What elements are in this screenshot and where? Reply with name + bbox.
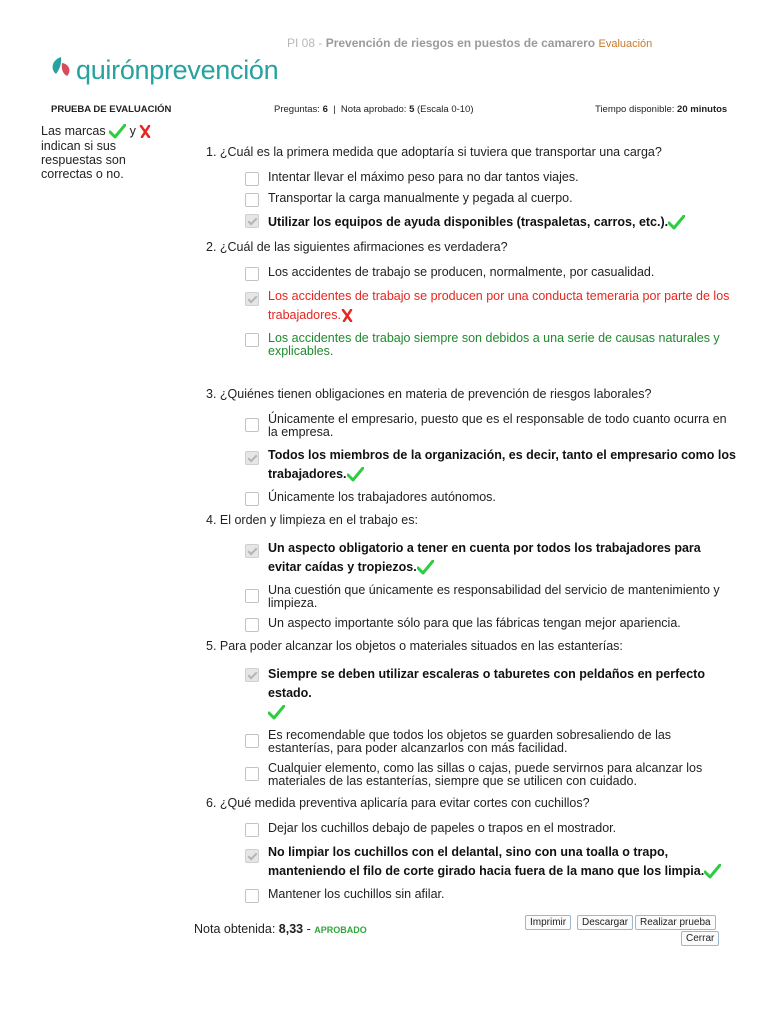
- quironprevencion-logo: [50, 50, 278, 90]
- answer-checkbox-checked[interactable]: [245, 544, 259, 558]
- question-4: [206, 513, 736, 631]
- questions-count: 6: [322, 104, 328, 115]
- answer-checkbox[interactable]: [245, 193, 259, 207]
- answer-option: [206, 762, 736, 788]
- answer-checkbox-checked[interactable]: [245, 292, 259, 306]
- answer-checkbox[interactable]: [245, 767, 259, 781]
- answer-checkbox[interactable]: [245, 172, 259, 186]
- time-value: 20: [677, 104, 688, 115]
- time-info: [595, 104, 727, 115]
- answer-checkbox[interactable]: [245, 333, 259, 347]
- retake-test-button[interactable]: Realizar prueba: [635, 915, 716, 930]
- answer-text: Mantener los cuchillos sin afilar.: [268, 887, 445, 901]
- answer-option: [206, 729, 736, 755]
- question-text: 3. ¿Quiénes tienen obligaciones en materia de prevención de riesgos laborales?: [206, 387, 652, 401]
- time-unit: minutos: [690, 104, 728, 115]
- close-button[interactable]: Cerrar: [681, 931, 719, 946]
- course-name: Prevención de riesgos en puestos de camarero: [325, 36, 596, 50]
- answer-checkbox[interactable]: [245, 418, 259, 432]
- answer-option: [206, 266, 736, 280]
- answer-text: Únicamente el empresario, puesto que es el responsable de todo cuanto ocurra en la empresa.: [268, 412, 727, 439]
- answer-text: Transportar la carga manualmente y pegada al cuerpo.: [268, 191, 573, 205]
- answer-text: Utilizar los equipos de ayuda disponibles (traspaletas, carros, etc.).: [268, 215, 669, 229]
- questions-list: [206, 145, 736, 910]
- logo-text: quirónprevención: [76, 54, 279, 85]
- question-text: 2. ¿Cuál de las siguientes afirmaciones es verdadera?: [206, 240, 508, 254]
- answer-option-correct: [206, 843, 736, 881]
- question-text: 6. ¿Qué medida preventiva aplicaría para evitar cortes con cuchillos?: [206, 796, 590, 810]
- cross-mark-icon: [139, 125, 151, 138]
- legend-text-before: Las marcas: [41, 124, 106, 138]
- question-text: 1. ¿Cuál es la primera medida que adoptaría si tuviera que transportar una carga?: [206, 145, 662, 159]
- score-summary: [194, 922, 367, 936]
- answer-option: [206, 584, 736, 610]
- answer-option: [206, 413, 736, 439]
- answer-checkbox[interactable]: [245, 889, 259, 903]
- evaluation-tag: Evaluación: [598, 38, 653, 50]
- answer-text: Intentar llevar el máximo peso para no dar tantos viajes.: [268, 170, 579, 184]
- check-mark-icon: [704, 864, 721, 879]
- check-mark-icon: [417, 560, 434, 575]
- answer-option: [206, 192, 736, 206]
- question-6: [206, 796, 736, 902]
- answer-checkbox[interactable]: [245, 267, 259, 281]
- answer-text: Cualquier elemento, como las sillas o cajas, puede servirnos para alcanzar los materiales de las estanterías, siempre que se utilicen con cuidado.: [268, 761, 703, 788]
- answer-option-correct: [206, 213, 736, 232]
- answer-option: [206, 617, 736, 631]
- answer-checkbox-checked[interactable]: [245, 451, 259, 465]
- test-code: PI 08: [287, 36, 316, 50]
- answer-option-wrong: [206, 287, 736, 325]
- test-type-label: PRUEBA DE EVALUACIÓN: [51, 104, 172, 115]
- download-button[interactable]: Descargar: [577, 915, 633, 930]
- answer-text: Siempre se deben utilizar escaleras o taburetes con peldaños en perfecto estado.: [268, 667, 705, 700]
- answer-option: [206, 822, 736, 836]
- score-label: Nota obtenida:: [194, 922, 276, 936]
- time-label: Tiempo disponible:: [595, 104, 675, 115]
- check-mark-icon: [668, 215, 685, 230]
- answer-text: Una cuestión que únicamente es responsabilidad del servicio de mantenimiento y limpieza.: [268, 583, 720, 610]
- questions-label: Preguntas:: [274, 104, 320, 115]
- answer-option: [206, 888, 736, 902]
- check-mark-icon: [109, 124, 126, 139]
- pass-grade-value: 5: [409, 104, 415, 115]
- answer-text: No limpiar los cuchillos con el delantal, sino con una toalla o trapo, manteniendo el filo de corte girado hacia fuera de la mano que los limpia.: [268, 845, 705, 878]
- cross-mark-icon: [341, 309, 353, 322]
- answer-option-correct: [206, 539, 736, 577]
- answer-text: Un aspecto obligatorio a tener en cuenta por todos los trabajadores para evitar caídas y tropiezos.: [268, 541, 701, 574]
- answer-option-correct: [206, 446, 736, 484]
- score-separator: -: [303, 922, 315, 936]
- info-bar: [0, 104, 768, 118]
- question-5: [206, 639, 736, 788]
- check-mark-icon: [347, 467, 364, 482]
- marks-legend: [41, 124, 159, 181]
- answer-checkbox-checked[interactable]: [245, 849, 259, 863]
- answer-text: Todos los miembros de la organización, es decir, tanto el empresario como los trabajadores.: [268, 448, 736, 481]
- question-2: [206, 240, 736, 379]
- answer-text: Un aspecto importante sólo para que las fábricas tengan mejor apariencia.: [268, 616, 681, 630]
- answer-text: Los accidentes de trabajo se producen, normalmente, por casualidad.: [268, 265, 655, 279]
- answer-option: [206, 171, 736, 185]
- print-button[interactable]: Imprimir: [525, 915, 571, 930]
- answer-option-correct-unselected: [206, 332, 736, 358]
- grade-scale: (Escala 0-10): [417, 104, 474, 115]
- answer-checkbox[interactable]: [245, 618, 259, 632]
- answer-text: Los accidentes de trabajo siempre son debidos a una serie de causas naturales y explicables.: [268, 331, 720, 358]
- pass-status-badge: APROBADO: [314, 925, 367, 935]
- question-3: [206, 387, 736, 505]
- answer-option-correct: [206, 665, 736, 722]
- answer-text: Únicamente los trabajadores autónomos.: [268, 490, 496, 504]
- score-value: 8,33: [278, 922, 304, 936]
- question-text: 4. El orden y limpieza en el trabajo es:: [206, 513, 418, 527]
- question-1: [206, 145, 736, 232]
- legend-text-mid: y: [129, 124, 136, 138]
- answer-text: Dejar los cuchillos debajo de papeles o trapos en el mostrador.: [268, 821, 617, 835]
- answer-checkbox[interactable]: [245, 589, 259, 603]
- answer-text: Es recomendable que todos los objetos se guarden sobresaliendo de las estanterías, para poder alcanzarlos con más facilidad.: [268, 728, 672, 755]
- test-info: Preguntas: 6 | Nota aprobado: 5 (Escala 0-10): [274, 104, 474, 115]
- answer-checkbox-checked[interactable]: [245, 214, 259, 228]
- leaf-logo-icon: [50, 55, 72, 85]
- answer-checkbox-checked[interactable]: [245, 668, 259, 682]
- legend-text-after: indican si sus respuestas son correctas o no.: [41, 139, 126, 182]
- test-title: [287, 36, 652, 50]
- title-separator: -: [315, 36, 326, 50]
- answer-checkbox[interactable]: [245, 823, 259, 837]
- check-mark-icon: [268, 705, 285, 720]
- answer-checkbox[interactable]: [245, 492, 259, 506]
- answer-text: Los accidentes de trabajo se producen por una conducta temeraria por parte de los trabajadores.: [268, 289, 730, 322]
- question-text: 5. Para poder alcanzar los objetos o materiales situados en las estanterías:: [206, 639, 623, 653]
- pass-grade-label: Nota aprobado:: [340, 104, 407, 115]
- answer-option: [206, 491, 736, 505]
- answer-checkbox[interactable]: [245, 734, 259, 748]
